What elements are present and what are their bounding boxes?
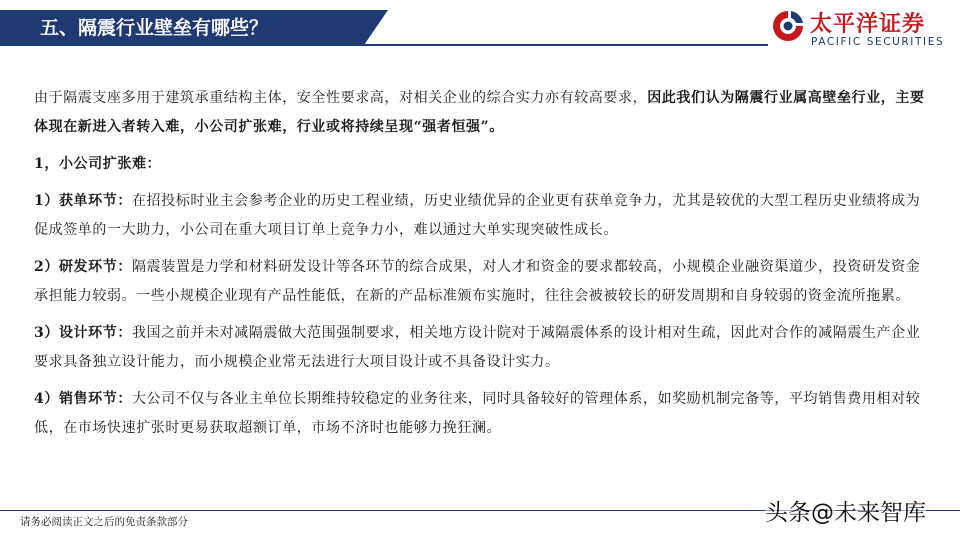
list-item: [34, 253, 930, 311]
logo-name-en: PACIFIC SECURITIES: [811, 36, 945, 48]
list-item: [34, 319, 930, 377]
list-item: [34, 187, 930, 245]
main-content: [34, 84, 930, 451]
intro-paragraph: [34, 84, 930, 142]
list-item: [34, 385, 930, 443]
footer-disclaimer: 请务必阅读正文之后的免责条款部分: [20, 516, 188, 528]
section-heading: 1，小公司扩张难：: [34, 156, 162, 172]
item-label: 3）设计环节：: [34, 325, 132, 341]
header-divider: [0, 44, 768, 46]
watermark: 头条@未来智库: [765, 494, 926, 527]
item-label: 4）销售环节：: [34, 391, 132, 407]
logo-icon: [770, 8, 806, 44]
intro-text: 由于隔震支座多用于建筑承重结构主体，安全性要求高，对相关企业的综合实力亦有较高要求，: [34, 90, 648, 106]
item-text: 我国之前并未对减隔震做大范围强制要求，相关地方设计院对于减隔震体系的设计相对生疏，因此对合作的减隔震生产企业要求具备独立设计能力，而小规模企业常无法进行大项目设计或不具备设计实力。: [34, 325, 921, 370]
intro-conclusion: 因此我们认为隔震行业属高壁垒行业，主要体现在新进入者转入难，小公司扩张难，行业或将持续呈现“强者恒强”。: [34, 90, 925, 135]
page-title: 五、隔震行业壁垒有哪些？: [40, 17, 269, 39]
item-text: 大公司不仅与各业主单位长期维持较稳定的业务往来，同时具备较好的管理体系，如奖励机制完备等，平均销售费用相对较低，在市场快速扩张时更易获取超额订单，市场不济时也能够力挽狂澜。: [34, 391, 921, 436]
item-text: 隔震装置是力学和材料研发设计等各环节的综合成果，对人才和资金的要求都较高，小规模企业融资渠道少，投资研发资金承担能力较弱。一些小规模企业现有产品性能低，在新的产品标准颁布实施时，往往会被被较长的研发周期和自身较弱的资金流所拖累。: [34, 259, 921, 304]
company-logo: [770, 8, 955, 52]
item-label: 2）研发环节：: [34, 259, 132, 275]
logo-name-cn: 太平洋证券: [810, 12, 926, 37]
item-label: 1）获单环节：: [34, 193, 132, 209]
item-text: 在招投标时业主会参考企业的历史工程业绩，历史业绩优异的企业更有获单竞争力，尤其是较优的大型工程历史业绩将成为促成签单的一大助力，小公司在重大项目订单上竞争力小，难以通过大单实现突破性成长。: [34, 193, 921, 238]
